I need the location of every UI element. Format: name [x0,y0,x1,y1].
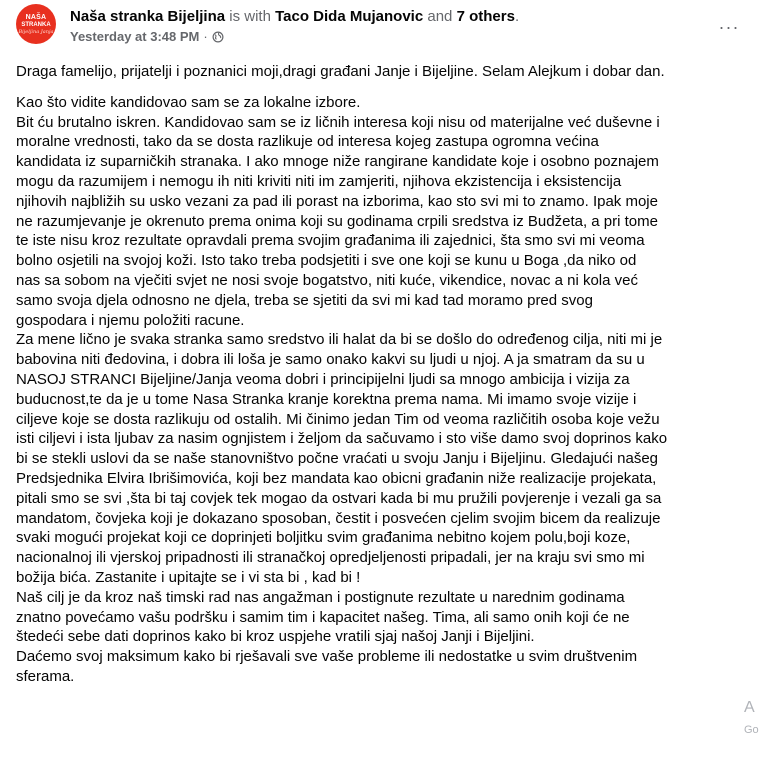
meta-separator: · [203,29,208,44]
page-name-link[interactable]: Naša stranka Bijeljina [70,8,226,25]
tagged-others-link[interactable]: 7 others [456,8,515,25]
avatar-logo-line2: STRANKA [21,21,51,28]
post-text: Kao što vidite kandidovao sam se za lokalne izbore. Bit ću brutalno iskren. Kandidovao sam se iz ličnih interesa koji nisu od materijalne već duševne i moralne vrednosti, tako da se dosta razlikuje od interesa kojeg zastupa ogromna većina kandidata iz suparničkih stranaka. I ako mnoge niže rangirane kandidate koje i osobno poznajem mogu da razumijem i nemogu ih niti kriviti niti im zamjeriti, njihova ekzistencija i eksistencija njihovih najbližih su usko vezani za pad ili porast na izborima, kao sto svi mi to znamo. Ipak moje ne razumjevanje je okrenuto prema onima koji su godinama crpili sredstva iz Budžeta, a pri tome te iste nisu kroz rezultate opravdali prema svojim građanima ili zajednici, šta smo svi mi veoma bolno osjetili na svojoj koži. Isto tako treba podsjetiti i sve one koji se kunu u Boga ,da niko od nas sa sobom na vječiti svjet ne nosi svoje bogatstvo, niti kuće, vikendice, novac a ni kola već samo svoja djela odnosno ne djela, treba se sjetiti da svi mi kad tad moramo pred svog gospodara i njemu položiti racune. Za mene lično je svaka stranka samo sredstvo ili halat da bi se došlo do određenog cilja, niti mi je babovina niti đedovina, i dobra ili loša je samo onako kakvi su ljudi u njoj. A ja smatram da su u NASOJ STRANCI Bijeljine/Janja veoma dobri i principijelni ljudi sa mnogo ambicija i vizija za buducnost,te da je u tome Nasa Stranka kranje korektna prema nama. Mi imamo svoje vizije i ciljeve koje se dosta razlikuju od ostalih. Mi činimo jedan Tim od veoma različitih osoba koje vežu isti ciljevi i ista ljubav za nasim ognjistem i željom da sačuvamo i sto više damo svoj doprinos kako bi se stekli uslovi da se naše stanovništvo počne vraćati u svoju Janju i Bijeljinu. Gledajući našeg Predsjednika Elvira Ibrišimovića, koji bez mandata kao obicni građanin niže realizacije projekata, pitali smo se svi ,šta bi taj covjek tek mogao da ostvari kada bi mu pružili povjerenje i vezali ga sa mandatom, čovjeka koji je dokazano sposoban, čestit i posvećen cjelim svojim bicem da realizuje svaki mogući projekat koji ce doprinjeti boljitku svim građanima nebitno kojem polu,boji koze, nacionalnoj ili vjerskoj pripadnosti ili stranačkoj opredjeljenosti pripadali, jer na kraju svi smo mi božija bića. Zastanite i upitajte se i vi sta bi , kad bi ! Naš cilj je da kroz naš timski rad nas angažman i postignute rezultate u narednim godinama znatno povećamo vašu podršku i samim tim i kapacitet našeg. Tima, ali samo onih koji će ne štedeći sebe dati doprinos kako bi kroz uspjehe vratili sjaj našoj Janji i Bijeljini. Daćemo svoj maksimum kako bi rješavali sve vaše probleme ili nedostatke u svim društvenim sferama. [16,93,668,685]
post-author-line [70,7,519,27]
post-meta [70,29,224,45]
clipped-edge-text-b: Go [744,724,759,736]
post-header [16,4,757,52]
page-avatar[interactable] [16,4,56,44]
header-period: . [514,8,520,25]
more-options-button[interactable]: ··· [718,16,740,37]
post-greeting: Draga famelijo, prijatelji i poznanici moji,dragi građani Janje i Bijeljine. Selam Alejkum i dobar dan. [16,63,665,80]
globe-icon[interactable] [212,31,224,43]
post-timestamp[interactable]: Yesterday at 3:48 PM [70,29,200,44]
clipped-edge-text-a: A [744,699,755,716]
post-body [16,62,757,687]
with-label: is with [229,8,271,25]
tagged-person-link[interactable]: Taco Dida Mujanovic [275,8,424,25]
avatar-logo-line3: Bijeljina Janja [18,28,54,35]
avatar-logo-line1: NAŠA [25,13,47,21]
and-label: and [427,8,453,25]
